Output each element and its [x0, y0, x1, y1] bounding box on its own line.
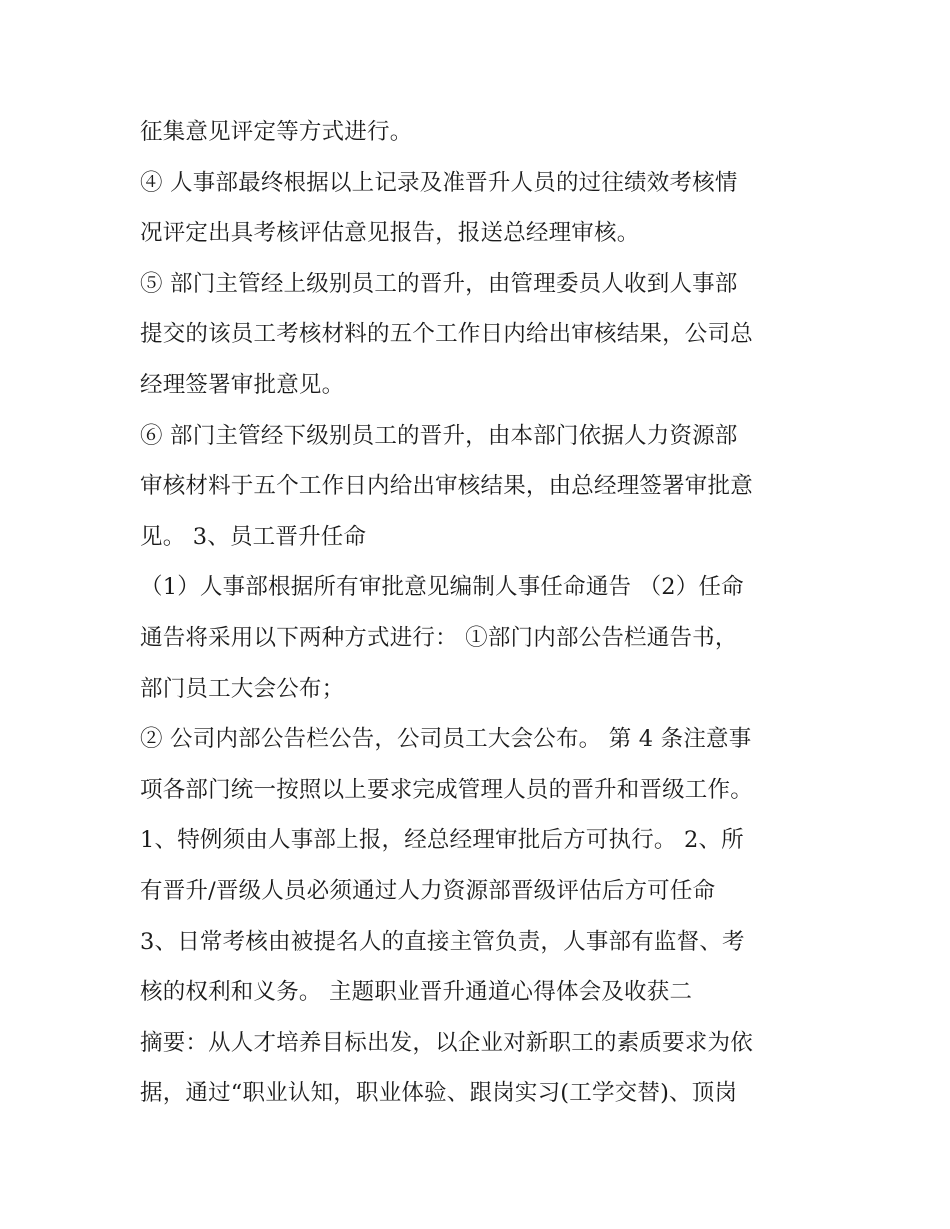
text-line: 见。 3、员工晋升任命: [140, 523, 367, 550]
text-line: 有晋升/晋级人员必须通过人力资源部晋级评估后方可任命: [140, 877, 716, 904]
text-line: 征集意见评定等方式进行。: [140, 119, 413, 145]
text-line: 部门员工大会公布；: [140, 675, 345, 702]
text-line: 核的权利和义务。 主题职业晋升通道心得体会及收获二: [140, 979, 693, 1006]
text-line: 通告将采用以下两种方式进行： ①部门内部公告栏通告书，: [140, 624, 738, 651]
body-text: [140, 107, 820, 1119]
text-line: 况评定出具考核评估意见报告，报送总经理审核。: [140, 220, 640, 247]
text-line: 摘要：从人才培养目标出发，以企业对新职工的素质要求为依: [140, 1029, 753, 1056]
text-line: ⑥ 部门主管经下级别员工的晋升，由本部门依据人力资源部: [140, 422, 738, 449]
text-line: ④ 人事部最终根据以上记录及准晋升人员的过往绩效考核情: [140, 169, 738, 196]
text-line: （1）人事部根据所有审批意见编制人事任命通告 （2）任命: [140, 574, 744, 601]
text-line: ② 公司内部公告栏公告，公司员工大会公布。 第 4 条注意事: [140, 726, 752, 753]
text-line: 3、日常考核由被提名人的直接主管负责，人事部有监督、考: [140, 928, 745, 955]
text-line: ⑤ 部门主管经上级别员工的晋升，由管理委员人收到人事部: [140, 270, 738, 297]
text-line: 提交的该员工考核材料的五个工作日内给出审核结果，公司总: [140, 321, 753, 348]
text-line: 1、特例须由人事部上报，经总经理审批后方可执行。 2、所: [140, 827, 744, 854]
text-line: 据，通过“职业认知，职业体验、跟岗实习(工学交替)、顶岗: [140, 1080, 738, 1107]
text-line: 审核材料于五个工作日内给出审核结果，由总经理签署审批意: [140, 473, 753, 500]
text-line: 项各部门统一按照以上要求完成管理人员的晋升和晋级工作。: [140, 776, 753, 803]
text-line: 经理签署审批意见。: [140, 371, 345, 398]
